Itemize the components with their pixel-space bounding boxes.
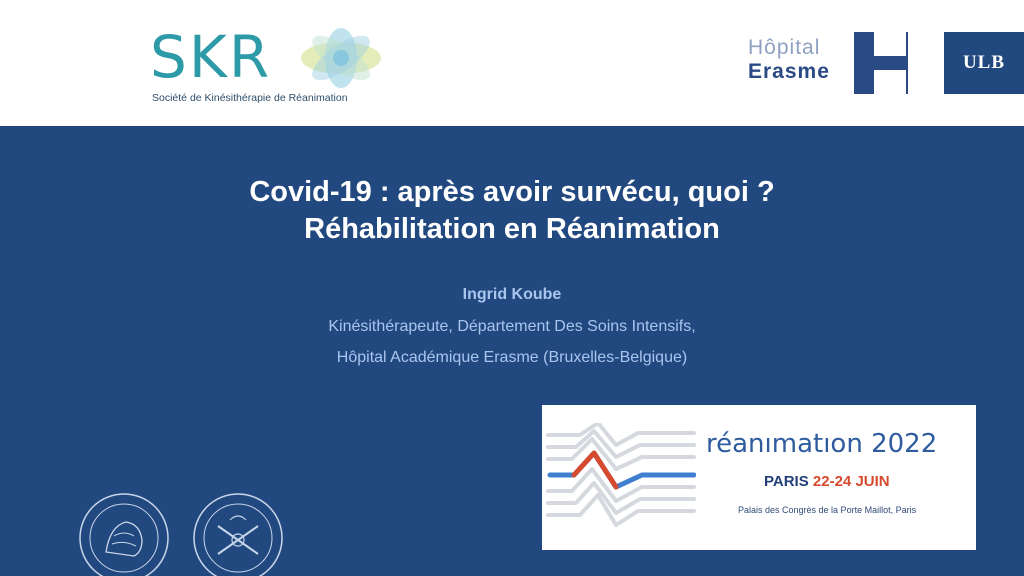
reanimation-wave-icon [546, 423, 696, 528]
conference-date [764, 473, 890, 490]
conference-year: 2022 [871, 429, 938, 459]
affiliation-line2: Hôpital Académique Erasme (Bruxelles-Belgique) [336, 349, 688, 366]
hopital-line2: Erasme [748, 60, 830, 83]
header-bar [0, 0, 1024, 126]
conference-city: PARIS [764, 473, 809, 490]
hopital-erasme-logo [748, 36, 844, 84]
conference-name-text: réanımatıon [706, 429, 863, 459]
hopital-h-icon [854, 32, 916, 94]
conference-venue: Palais des Congrès de la Porte Maillot, Paris [738, 505, 917, 515]
ulb-logo: ULB [944, 32, 1024, 94]
affiliation-line1: Kinésithérapeute, Département Des Soins Intensifs, [328, 318, 696, 335]
hopital-line1: Hôpital [748, 36, 821, 59]
author-name: Ingrid Koube [462, 286, 562, 303]
skr-flower-icon [298, 26, 384, 90]
slide-title-line2: Réhabilitation en Réanimation [304, 213, 720, 245]
conference-days: 22-24 JUIN [812, 473, 890, 490]
skr-logo-letters: SKR [150, 23, 272, 91]
slide-title-line1: Covid-19 : après avoir survécu, quoi ? [249, 176, 775, 208]
conference-banner [542, 405, 976, 550]
erasmus-seal-icon [76, 490, 172, 576]
skr-subtitle: Société de Kinésithérapie de Réanimation [152, 92, 348, 104]
ulb-seal-icon [190, 490, 286, 576]
slide-title [0, 174, 1024, 248]
conference-name [706, 429, 937, 459]
skr-logo [150, 22, 390, 112]
